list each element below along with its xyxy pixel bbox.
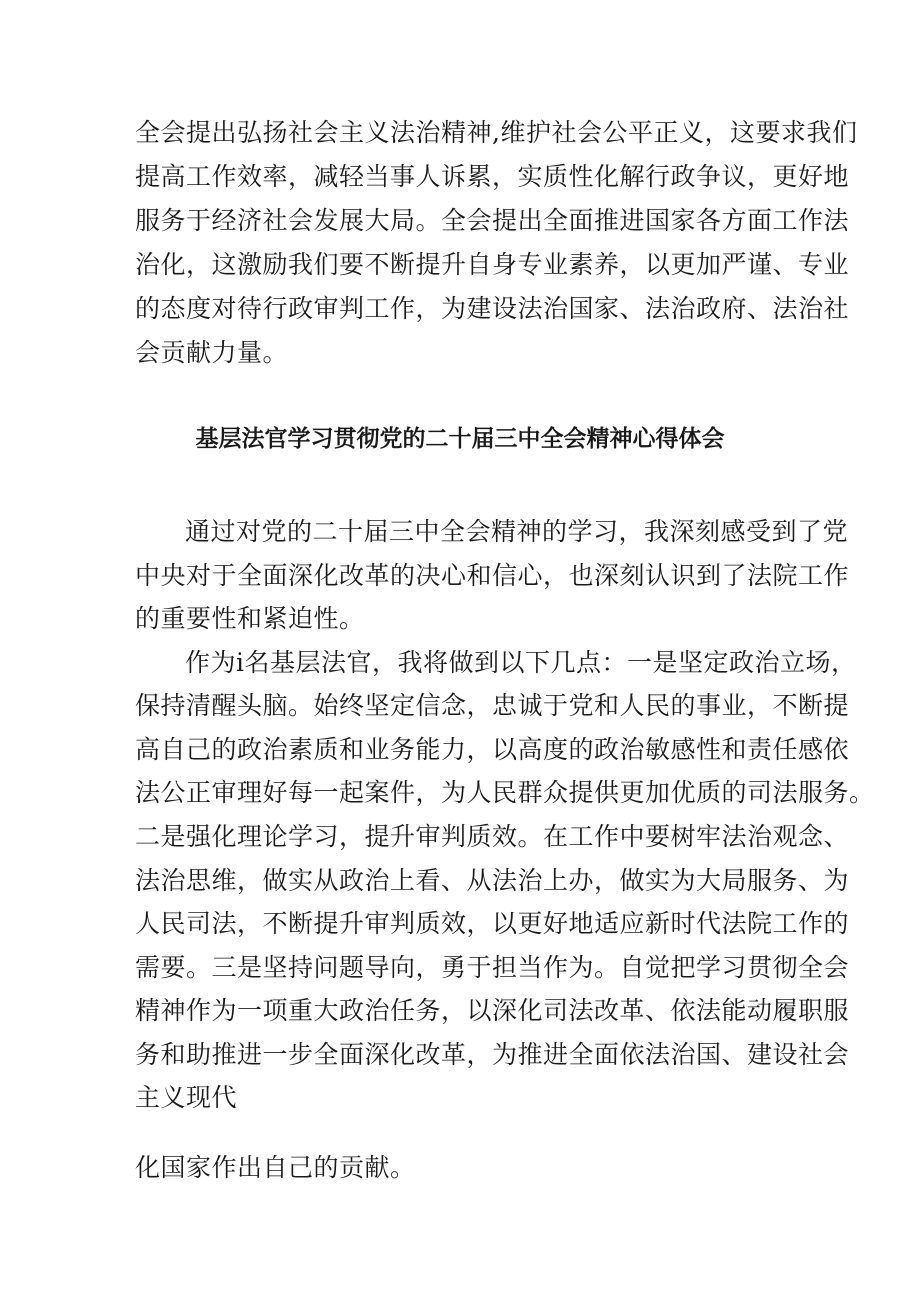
paragraph-line: 服务于经济社会发展大局。全会提出全面推进国家各方面工作法 [135, 206, 850, 235]
paragraph-line: 人民司法，不断提升审判质效，以更好地适应新时代法院工作的 [135, 909, 850, 938]
paragraph-line: 高自己的政治素质和业务能力，以高度的政治敏感性和责任感依 [135, 735, 850, 764]
paragraph-line: 提高工作效率，减轻当事人诉累，实质性化解行政争议，更好地 [135, 162, 850, 191]
paragraph-line: 法公正审理好每一起案件，为人民群众提供更加优质的司法服务。 [135, 778, 875, 807]
paragraph-line: 精神作为一项重大政治任务，以深化司法改革、依法能动履职服 [135, 996, 850, 1025]
paragraph-line: 的态度对待行政审判工作，为建设法治国家、法治政府、法治社 [135, 294, 850, 323]
paragraph-line: 保持清醒头脑。始终坚定信念，忠诚于党和人民的事业，不断提 [135, 691, 850, 720]
paragraph-line: 主义现代 [135, 1083, 238, 1112]
paragraph-line: 全会提出弘扬社会主义法治精神,维护社会公平正义，这要求我们 [135, 118, 858, 147]
paragraph-line: 通过对党的二十届三中全会精神的学习，我深刻感受到了党 [185, 517, 849, 546]
paragraph-line: 会贡献力量。 [135, 338, 289, 367]
paragraph-line: 中央对于全面深化改革的决心和信心，也深刻认识到了法院工作 [135, 561, 850, 590]
paragraph-line: 二是强化理论学习，提升审判质效。在工作中要树牢法治观念、 [135, 822, 850, 851]
section-title: 基层法官学习贯彻党的二十届三中全会精神心得体会 [195, 426, 725, 452]
paragraph-line: 法治思维，做实从政治上看、从法治上办，做实为大局服务、为 [135, 866, 850, 895]
paragraph-line: 作为i名基层法官，我将做到以下几点：一是坚定政治立场， [185, 648, 857, 677]
paragraph-line: 治化，这激励我们要不断提升自身专业素养，以更加严谨、专业 [135, 250, 850, 279]
paragraph-line: 化国家作出自己的贡献。 [135, 1153, 416, 1182]
paragraph-line: 需要。三是坚持问题导向，勇于担当作为。自觉把学习贯彻全会 [135, 953, 850, 982]
paragraph-line: 务和助推进一步全面深化改革，为推进全面依法治国、建设社会 [135, 1040, 850, 1069]
paragraph-line: 的重要性和紧迫性。 [135, 604, 365, 633]
